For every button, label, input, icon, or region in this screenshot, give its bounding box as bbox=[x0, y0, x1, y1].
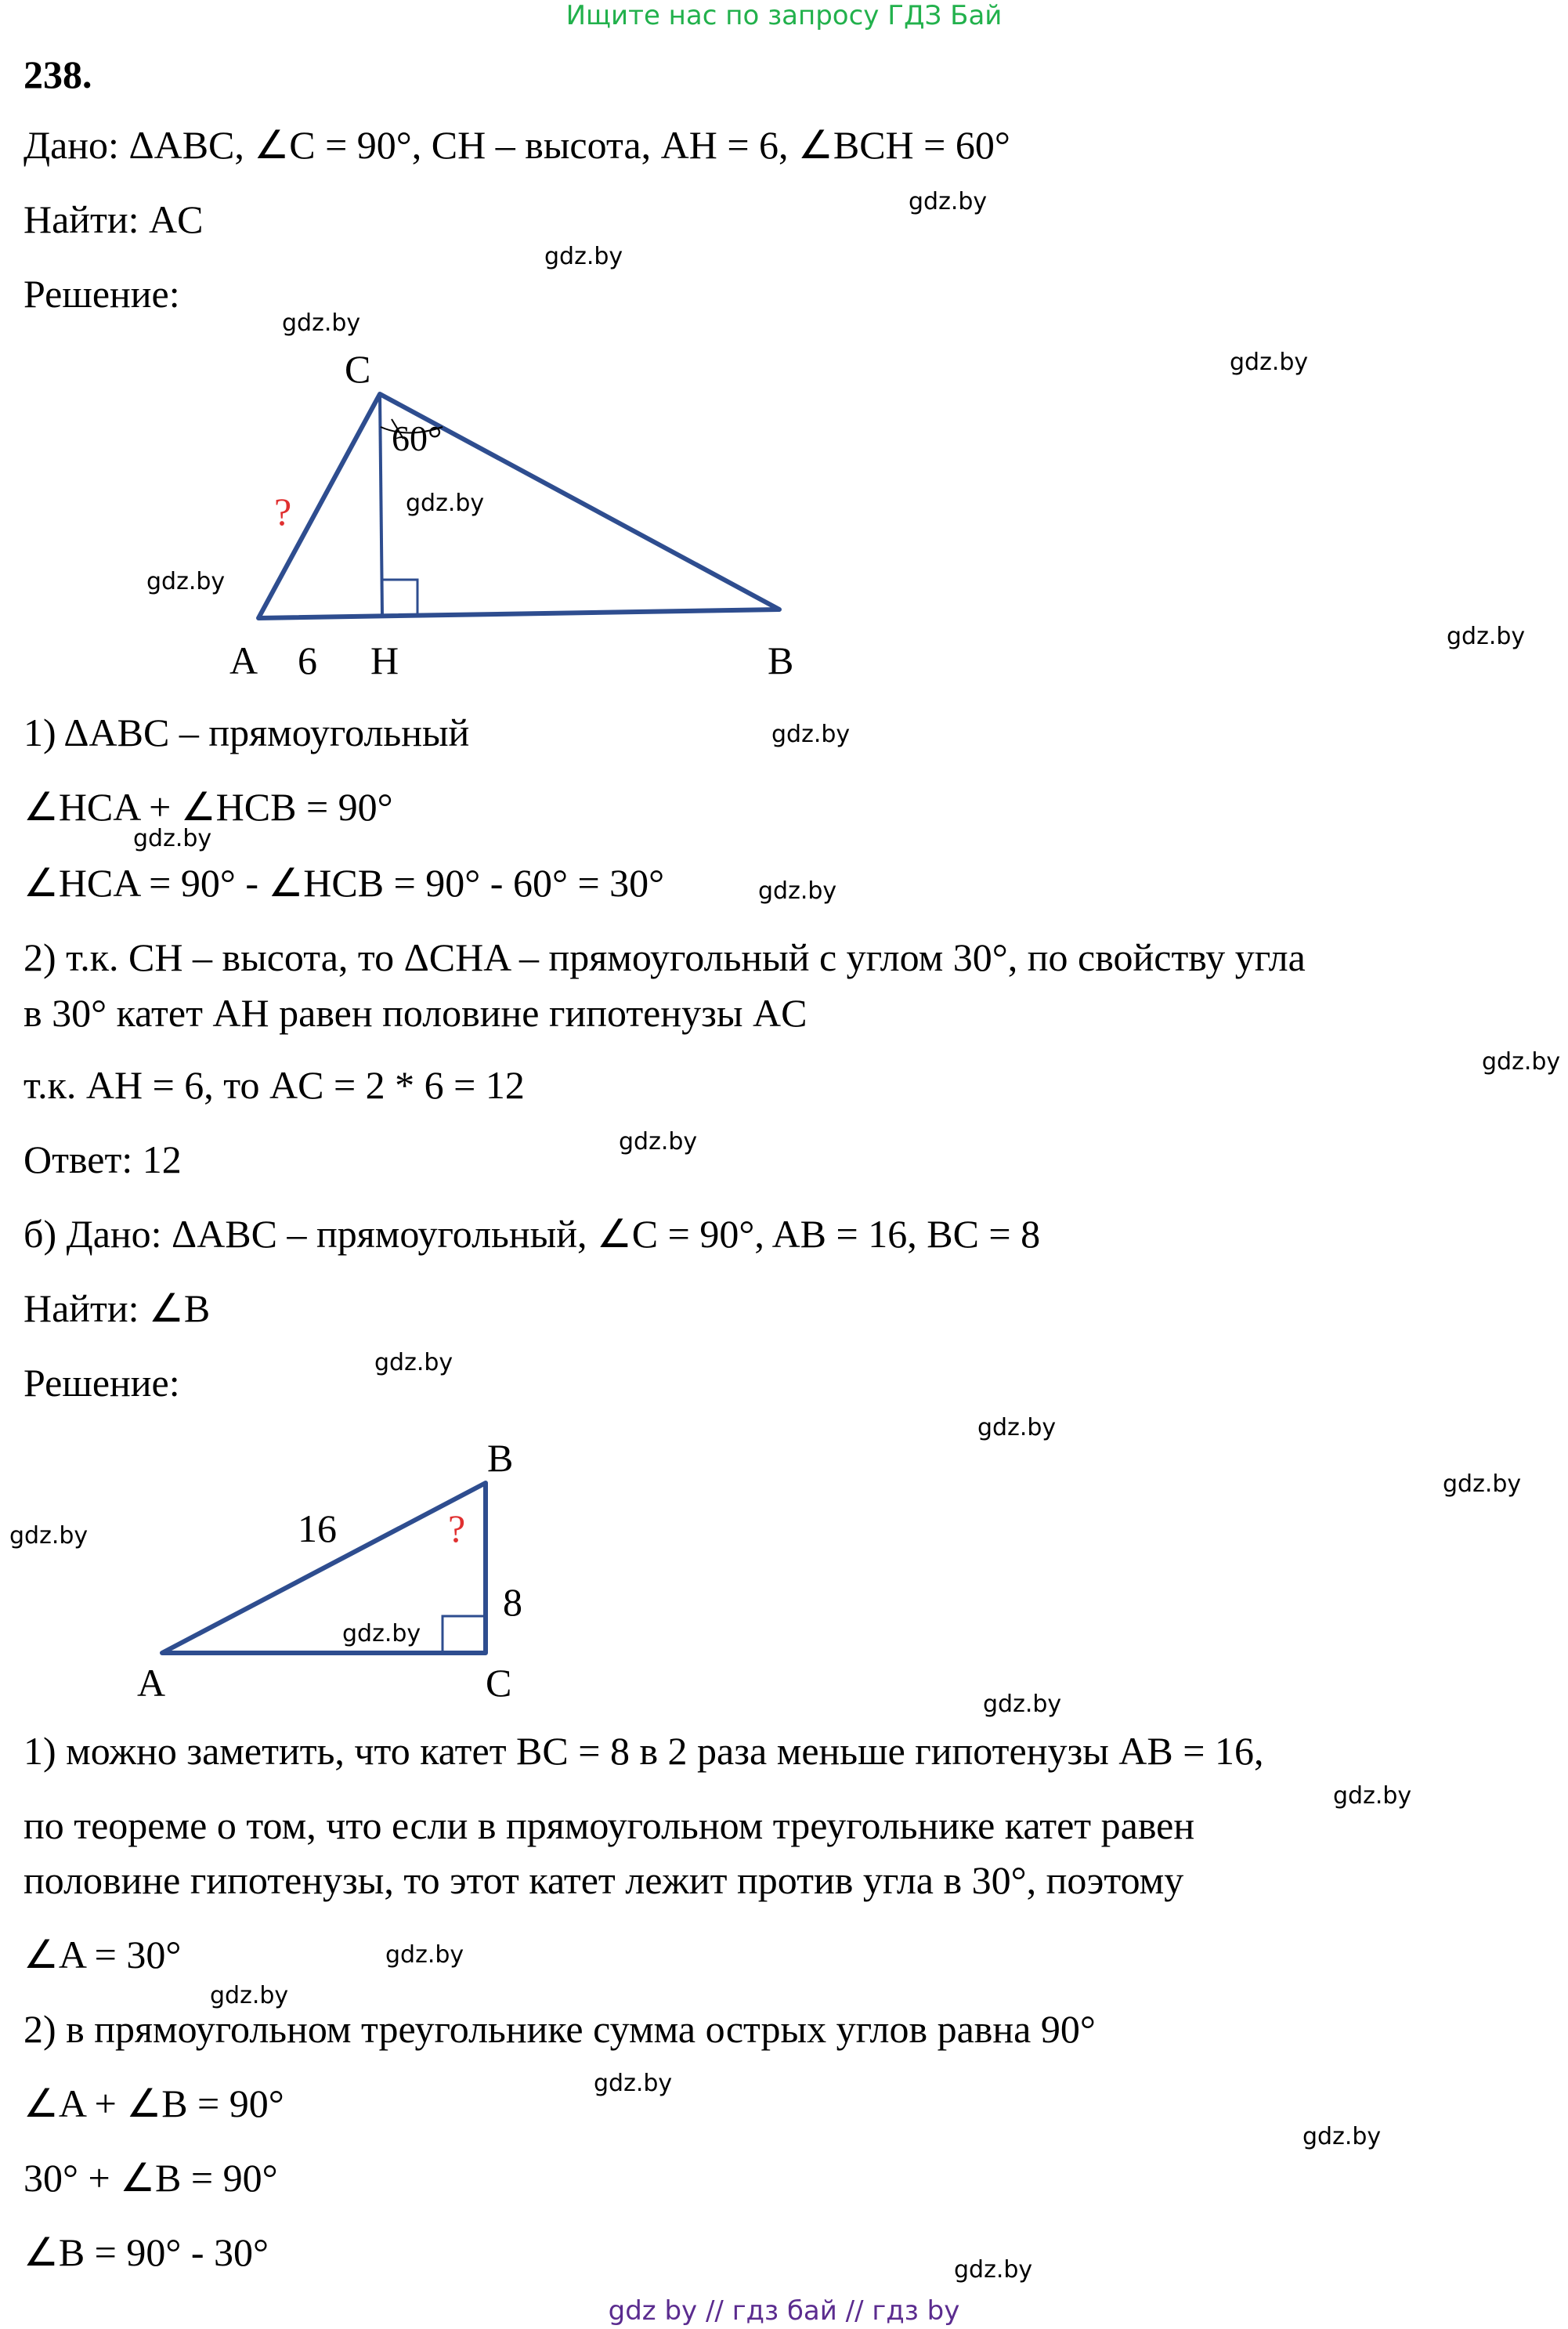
watermark: gdz.by bbox=[1443, 1470, 1522, 1498]
watermark: gdz.by bbox=[954, 2256, 1033, 2284]
part-a-step2-line1: 2) т.к. CH – высота, то ΔCHA – прямоугольный с углом 30°, по свойству угла bbox=[23, 935, 1306, 979]
watermark: gdz.by bbox=[1482, 1048, 1561, 1076]
part-b-find: Найти: ∠B bbox=[23, 1286, 211, 1330]
watermark: gdz.by bbox=[1333, 1782, 1412, 1810]
watermark: gdz.by bbox=[594, 2070, 673, 2097]
unknown-angle-b-mark: ? bbox=[448, 1506, 466, 1550]
leg-bc-label: 8 bbox=[503, 1580, 522, 1624]
angle-60-label: 60° bbox=[392, 418, 443, 458]
watermark: gdz.by bbox=[544, 243, 623, 270]
part-a-step2-line3: т.к. AH = 6, то AC = 2 * 6 = 12 bbox=[23, 1063, 525, 1107]
vertex-h-label: H bbox=[370, 638, 399, 682]
vertex-b-label: B bbox=[487, 1436, 514, 1480]
watermark: gdz.by bbox=[909, 188, 988, 215]
watermark: gdz.by bbox=[282, 309, 361, 337]
watermark: gdz.by bbox=[406, 490, 485, 517]
part-b-step1-line3: половине гипотенузы, то этот катет лежит против угла в 30°, поэтому bbox=[23, 1858, 1184, 1902]
vertex-c-label: C bbox=[345, 347, 371, 391]
site-header-banner: Ищите нас по запросу ГДЗ Бай bbox=[565, 0, 1003, 31]
watermark: gdz.by bbox=[983, 1691, 1062, 1718]
watermark: gdz.by bbox=[758, 877, 837, 905]
part-a-step1-eq1: ∠HCA + ∠HCB = 90° bbox=[23, 785, 393, 829]
part-b-step2-eq2: 30° + ∠B = 90° bbox=[23, 2156, 278, 2200]
watermark: gdz.by bbox=[385, 1941, 464, 1969]
part-b-step2-line1: 2) в прямоугольном треугольнике сумма острых углов равна 90° bbox=[23, 2007, 1096, 2051]
watermark: gdz.by bbox=[210, 1982, 289, 2009]
watermark: gdz.by bbox=[374, 1349, 453, 1376]
part-a-step2-line2: в 30° катет AH равен половине гипотенузы AC bbox=[23, 991, 807, 1035]
part-b-step2-eq1: ∠A + ∠B = 90° bbox=[23, 2081, 284, 2125]
part-b-step1-line4: ∠A = 30° bbox=[23, 1933, 182, 1976]
right-angle-mark-c bbox=[443, 1616, 484, 1653]
part-b-step1-line2: по теореме о том, что если в прямоугольном треугольнике катет равен bbox=[23, 1803, 1195, 1847]
watermark: gdz.by bbox=[9, 1522, 89, 1550]
watermark: gdz.by bbox=[1230, 349, 1309, 376]
unknown-ac-mark: ? bbox=[274, 490, 292, 533]
part-b-solution-label: Решение: bbox=[23, 1361, 180, 1405]
part-a-given: Дано: ΔABC, ∠C = 90°, CH – высота, AH = 6, ∠BCH = 60° bbox=[23, 123, 1010, 167]
part-a-step1-title: 1) ΔABC – прямоугольный bbox=[23, 711, 470, 754]
watermark: gdz.by bbox=[342, 1620, 421, 1647]
part-a-solution-label: Решение: bbox=[23, 272, 180, 316]
watermark: gdz.by bbox=[1447, 623, 1526, 650]
part-a-find: Найти: AC bbox=[23, 197, 204, 241]
vertex-a-label: A bbox=[137, 1661, 166, 1705]
part-b-step1-line1: 1) можно заметить, что катет BC = 8 в 2 раза меньше гипотенузы AB = 16, bbox=[23, 1729, 1264, 1773]
watermark: gdz.by bbox=[977, 1414, 1057, 1441]
watermark: gdz.by bbox=[133, 825, 212, 852]
hypotenuse-label: 16 bbox=[298, 1506, 337, 1550]
problem-number: 238. bbox=[23, 52, 92, 96]
part-b-step2-eq3: ∠B = 90° - 30° bbox=[23, 2230, 269, 2274]
part-a-answer: Ответ: 12 bbox=[23, 1137, 182, 1181]
vertex-a-label: A bbox=[229, 638, 258, 682]
segment-ah-label: 6 bbox=[298, 638, 317, 682]
vertex-c-label: C bbox=[486, 1661, 512, 1705]
part-a-step1-eq2: ∠HCA = 90° - ∠HCB = 90° - 60° = 30° bbox=[23, 861, 665, 905]
watermark: gdz.by bbox=[146, 568, 226, 595]
watermark: gdz.by bbox=[771, 721, 851, 748]
part-b-given: б) Дано: ΔABC – прямоугольный, ∠C = 90°, AB = 16, BC = 8 bbox=[23, 1212, 1041, 1256]
site-footer-banner: gdz by // гдз бай // гдз by bbox=[608, 2295, 960, 2327]
vertex-b-label: B bbox=[768, 638, 794, 682]
watermark: gdz.by bbox=[1302, 2123, 1382, 2150]
watermark: gdz.by bbox=[619, 1128, 698, 1155]
